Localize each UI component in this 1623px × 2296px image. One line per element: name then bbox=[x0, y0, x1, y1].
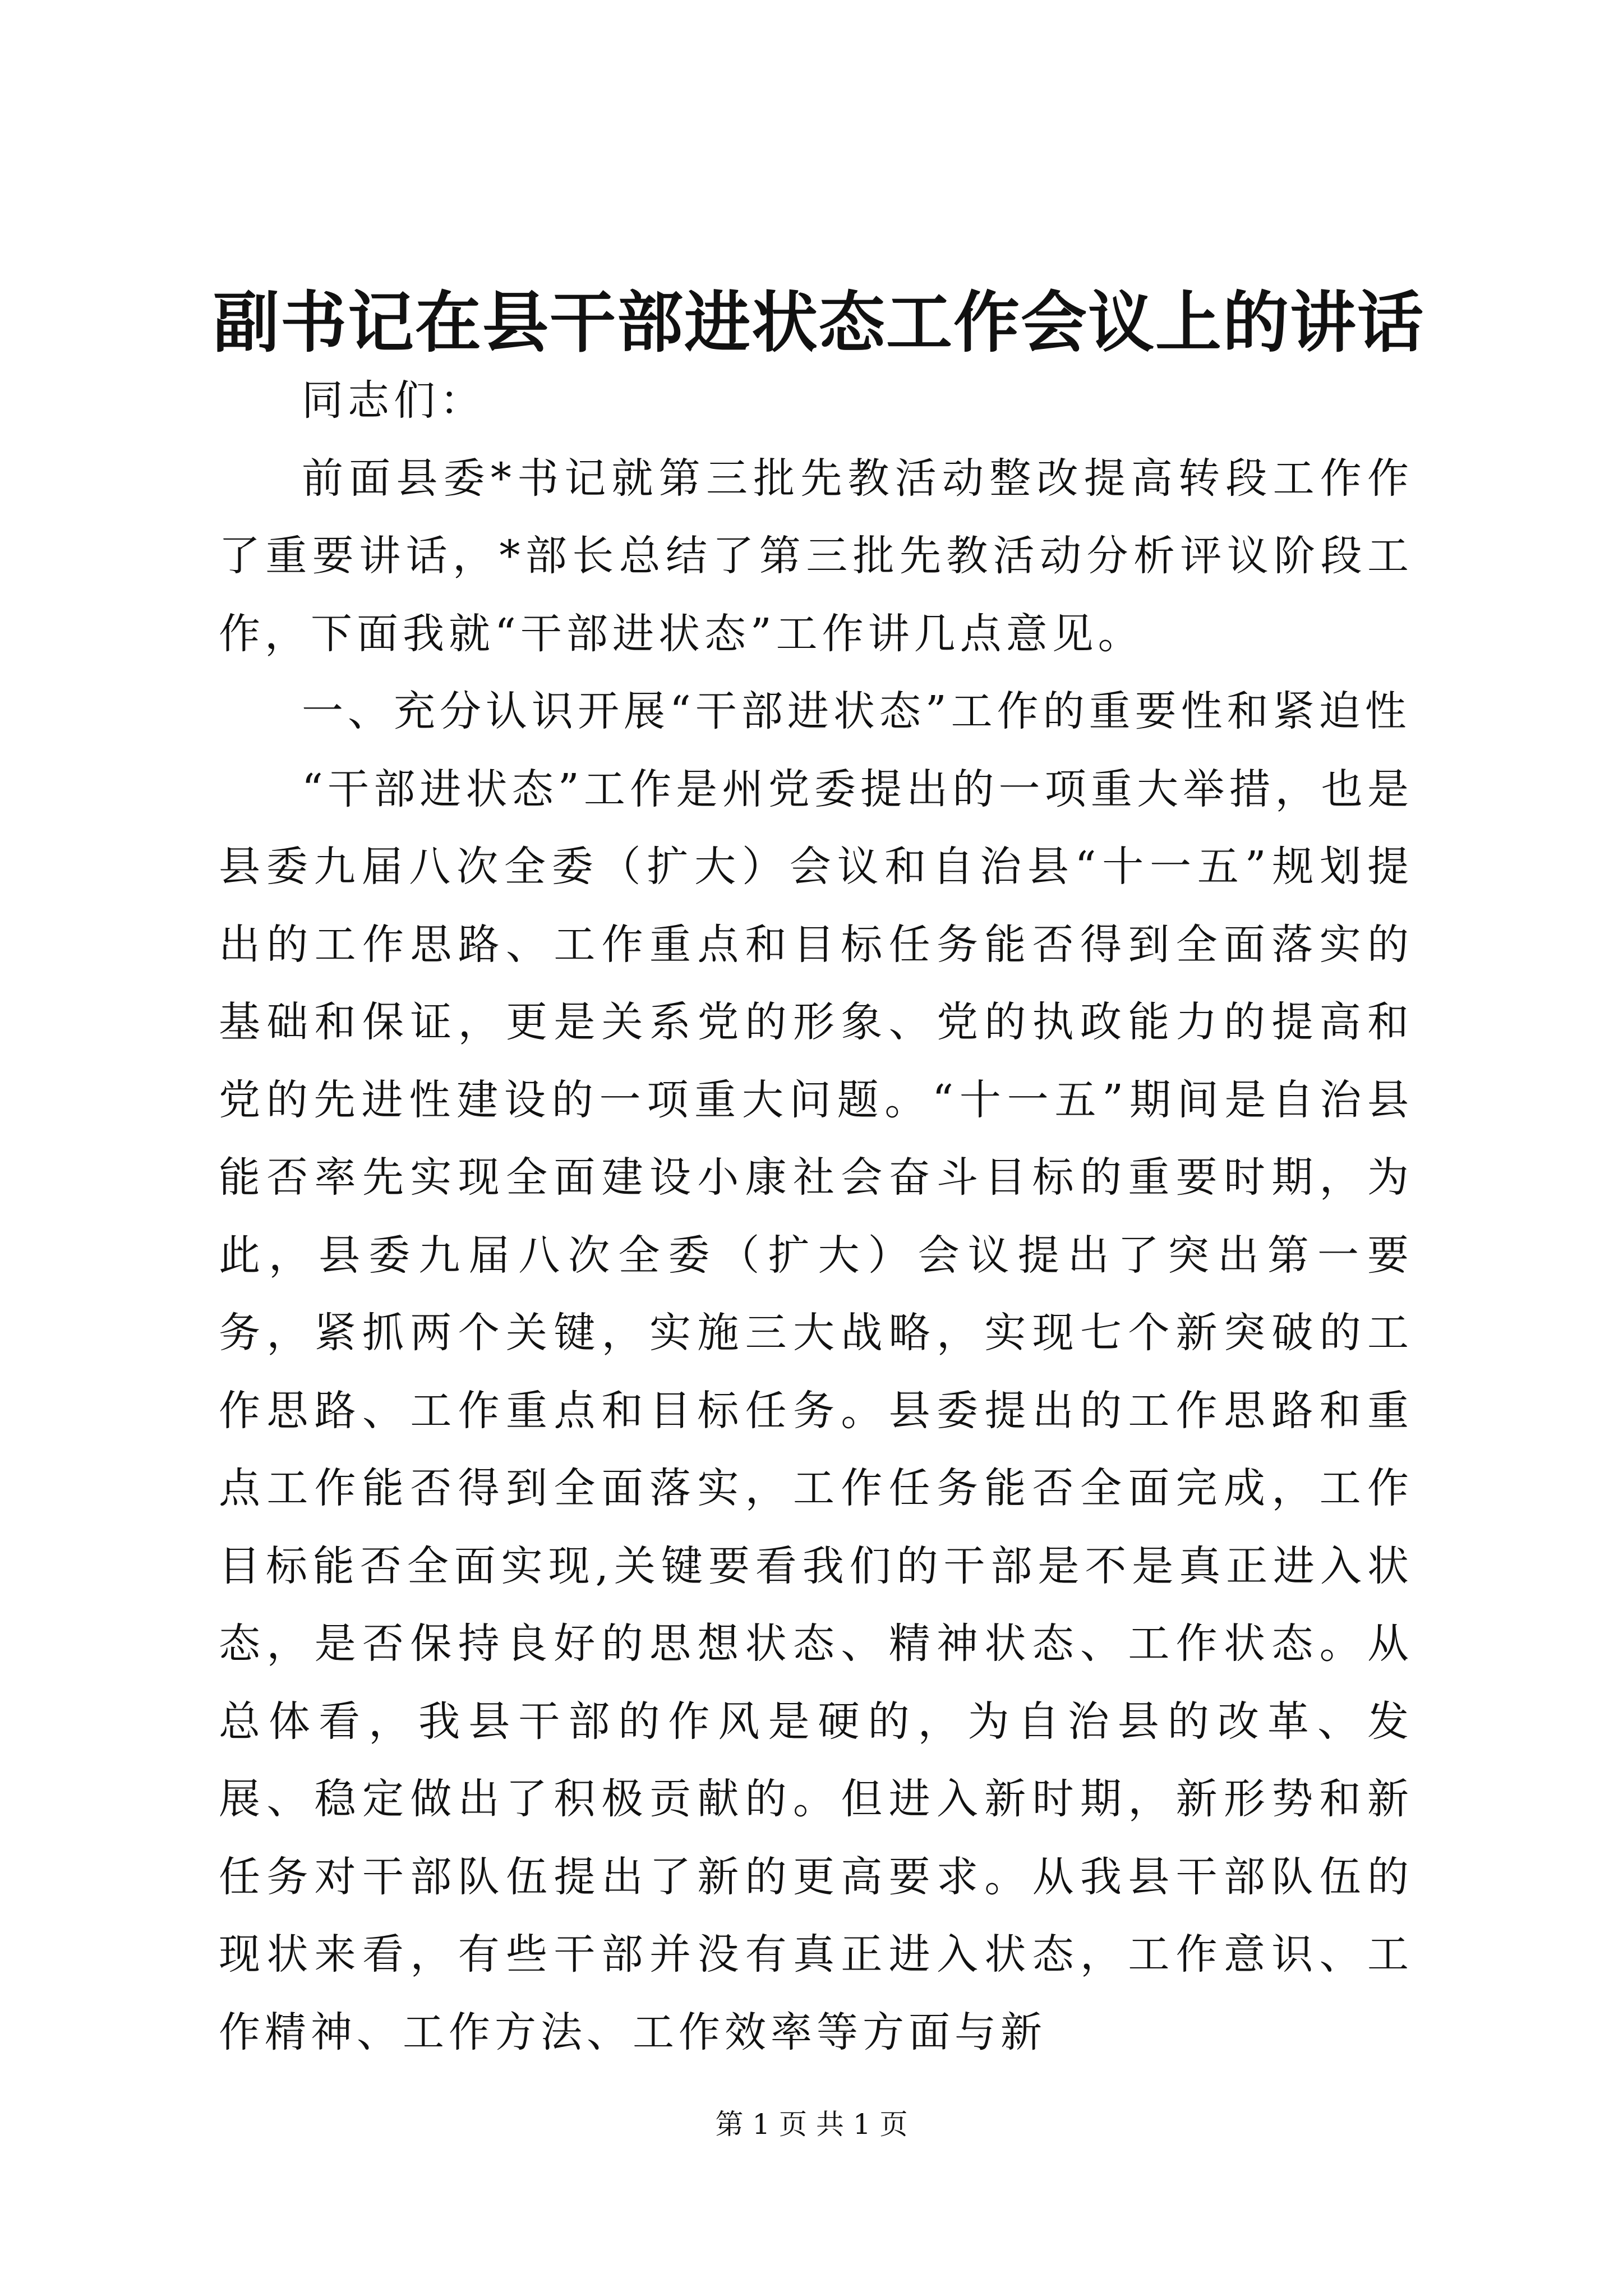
document-title: 副书记在县干部进状态工作会议上的讲话 bbox=[213, 283, 1425, 361]
paragraph-section-1: “干部进状态”工作是州党委提出的一项重大举措，也是县委九届八次全委（扩大）会议和自治县“十一五”规划提出的工作思路、工作重点和目标任务能否得到全面落实的基础和保证，更是关系党的形象、党的执政能力的提高和党的先进性建设的一项重大问题。“十一五”期间是自治县能否率先实现全面建设小康社会奋斗目标的重要时期，为此，县委九届八次全委（扩大）会议提出了突出第一要务，紧抓两个关键，实施三大战略，实现七个新突破的工作思路、工作重点和目标任务。县委提出的工作思路和重点工作能否得到全面落实，工作任务能否全面完成，工作目标能否全面实现,关键要看我们的干部是不是真正进入状态，是否保持良好的思想状态、精神状态、工作状态。从总体看，我县干部的作风是硬的，为自治县的改革、发展、稳定做出了积极贡献的。但进入新时期，新形势和新任务对干部队伍提出了新的更高要求。从我县干部队伍的现状来看，有些干部并没有真正进入状态，工作意识、工作精神、工作方法、工作效率等方面与新 bbox=[219, 765, 1413, 2056]
page-footer: 第 1 页 共 1 页 bbox=[715, 2108, 908, 2141]
section-heading-1: 一、充分认识开展“干部进状态”工作的重要性和紧迫性 bbox=[302, 687, 1411, 735]
salutation: 同志们： bbox=[302, 376, 486, 425]
document-body bbox=[219, 362, 1413, 2071]
paragraph-intro: 前面县委*书记就第三批先教活动整改提高转段工作作了重要讲话，*部长总结了第三批先教活动分析评议阶段工作，下面我就“干部进状态”工作讲几点意见。 bbox=[219, 454, 1413, 658]
